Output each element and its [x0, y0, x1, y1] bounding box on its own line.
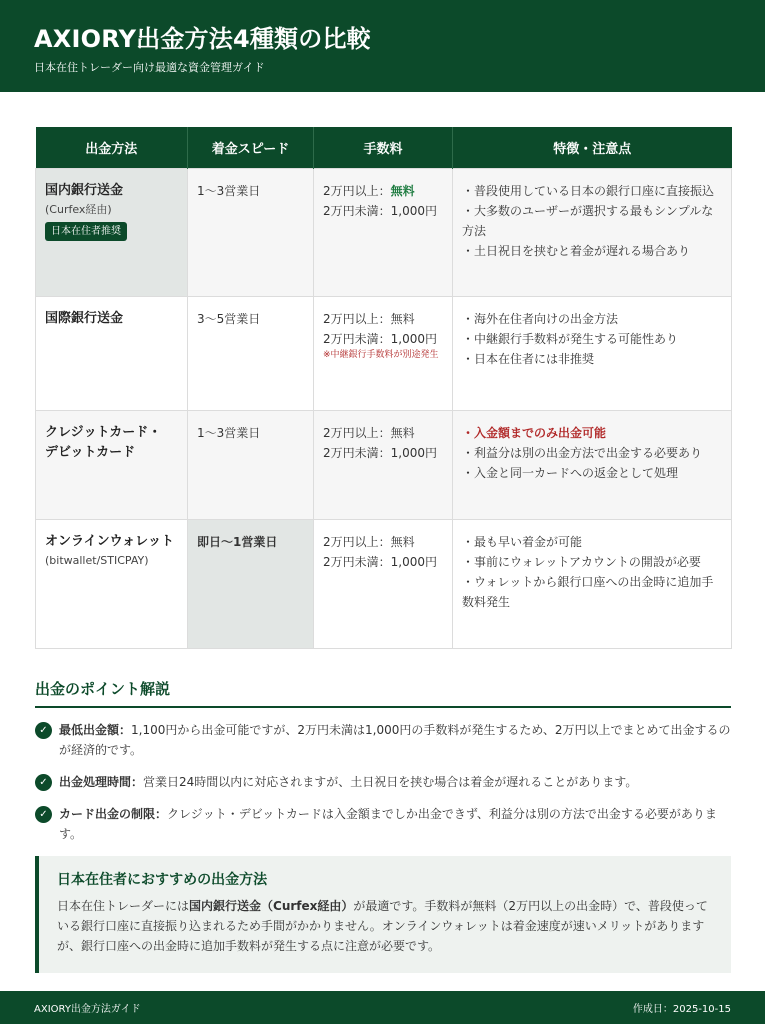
method-name-line2: デビットカード: [45, 444, 136, 460]
table-row: [36, 168, 732, 296]
features-cell: [453, 296, 732, 410]
fee-note: ※中継銀行手数料が別途発生: [323, 349, 439, 360]
feature-warning: ・入金額までのみ出金可能: [462, 425, 607, 440]
page-header: [0, 0, 765, 92]
speed-cell: 即日〜1営業日: [188, 519, 314, 648]
header-features: 特徴・注意点: [453, 127, 732, 168]
check-icon: ✓: [35, 722, 52, 739]
fee-over: 2万円以上：無料: [323, 425, 415, 440]
point-text: 営業日24時間以内に対応されますが、土日祝日を挟む場合は着金が遅れることがあります。: [143, 775, 638, 789]
point-label: 出金処理時間：: [59, 775, 144, 789]
point-item: [35, 720, 731, 760]
fee-under: 2万円未満：1,000円: [323, 331, 437, 346]
header-speed: 着金スピード: [188, 127, 314, 168]
method-sub: (Curfex経由): [45, 202, 112, 216]
comparison-table: [35, 127, 732, 649]
point-item: [35, 772, 731, 792]
recommend-badge: 日本在住者推奨: [45, 222, 127, 241]
point-label: 最低出金額：: [59, 723, 132, 737]
fee-over-label: 2万円以上：: [323, 183, 391, 198]
feature-item: ・中継銀行手数料が発生する可能性あり: [462, 331, 679, 346]
recommend-box: [35, 856, 731, 973]
table-row: [36, 296, 732, 410]
speed-cell: 1〜3営業日: [188, 168, 314, 296]
method-cell: [36, 519, 188, 648]
point-text: クレジット・デビットカードは入金額までしか出金できず、利益分は別の方法で出金する必要があります。: [59, 807, 717, 841]
feature-item: ・大多数のユーザーが選択する最もシンプルな方法: [462, 203, 714, 238]
point-text: 1,100円から出金可能ですが、2万円未満は1,000円の手数料が発生するため、2万円以上でまとめて出金するのが経済的です。: [59, 723, 731, 757]
method-cell: [36, 410, 188, 519]
fee-under: 2万円未満：1,000円: [323, 203, 437, 218]
fee-under: 2万円未満：1,000円: [323, 445, 437, 460]
fee-cell: [314, 168, 453, 296]
method-name: 国内銀行送金: [45, 182, 124, 198]
footer-date: 作成日：2025-10-15: [632, 1004, 731, 1015]
fee-over: [323, 181, 443, 201]
method-name: オンラインウォレット: [45, 533, 174, 549]
footer-left: AXIORY出金方法ガイド: [34, 1004, 141, 1015]
method-name-line1: クレジットカード・: [45, 424, 162, 440]
point-item: [35, 804, 731, 844]
recommend-text-before: 日本在住トレーダーには: [57, 899, 190, 913]
fee-under: 2万円未満：1,000円: [323, 554, 437, 569]
fee-cell: [314, 296, 453, 410]
page-title: AXIORY出金方法4種類の比較: [34, 25, 371, 53]
points-title: 出金のポイント解説: [35, 678, 731, 708]
header-method: 出金方法: [36, 127, 188, 168]
feature-item: ・土日祝日を挟むと着金が遅れる場合あり: [462, 243, 691, 258]
feature-item: ・ウォレットから銀行口座への出金時に追加手数料発生: [462, 574, 714, 609]
speed-cell: 1〜3営業日: [188, 410, 314, 519]
speed-cell: 3〜5営業日: [188, 296, 314, 410]
table-row: [36, 410, 732, 519]
table-header-row: [36, 127, 732, 168]
recommend-text: [57, 896, 715, 956]
feature-item: ・入金と同一カードへの返金として処理: [462, 465, 679, 480]
feature-item: ・利益分は別の出金方法で出金する必要あり: [462, 445, 703, 460]
point-label: カード出金の制限：: [59, 807, 168, 821]
method-cell: [36, 296, 188, 410]
feature-item: ・普段使用している日本の銀行口座に直接振込: [462, 183, 715, 198]
feature-item: ・日本在住者には非推奨: [462, 351, 595, 366]
recommend-text-bold: 国内銀行送金（Curfex経由）: [189, 899, 354, 913]
method-sub: (bitwallet/STICPAY): [45, 553, 149, 567]
recommend-text-after: が最適です。手数料が無料（2万円以上の出金時）で、普段使っている銀行口座に直接振り込まれるため手間がかかりません。オンラインウォレットは着金速度が速いメリットがありますが、銀行口座への出金時に追加手数料が発生する点に注意が必要です。: [57, 899, 708, 953]
method-name: 国際銀行送金: [45, 310, 124, 326]
fee-over: 2万円以上：無料: [323, 311, 415, 326]
features-cell: [453, 519, 732, 648]
page-subtitle: 日本在住トレーダー向け最適な資金管理ガイド: [34, 61, 265, 74]
method-cell: [36, 168, 188, 296]
feature-item: ・海外在住者向けの出金方法: [462, 311, 619, 326]
feature-item: ・最も早い着金が可能: [462, 534, 583, 549]
page-footer: [0, 991, 765, 1024]
features-cell: [453, 410, 732, 519]
fee-cell: [314, 519, 453, 648]
fee-cell: [314, 410, 453, 519]
points-section: [35, 678, 731, 844]
header-fee: 手数料: [314, 127, 453, 168]
check-icon: ✓: [35, 774, 52, 791]
fee-free-value: 無料: [390, 183, 415, 198]
feature-item: ・事前にウォレットアカウントの開設が必要: [462, 554, 701, 569]
table-row: [36, 519, 732, 648]
features-cell: [453, 168, 732, 296]
check-icon: ✓: [35, 806, 52, 823]
recommend-title: 日本在住者におすすめの出金方法: [57, 872, 268, 888]
fee-over: 2万円以上：無料: [323, 534, 415, 549]
